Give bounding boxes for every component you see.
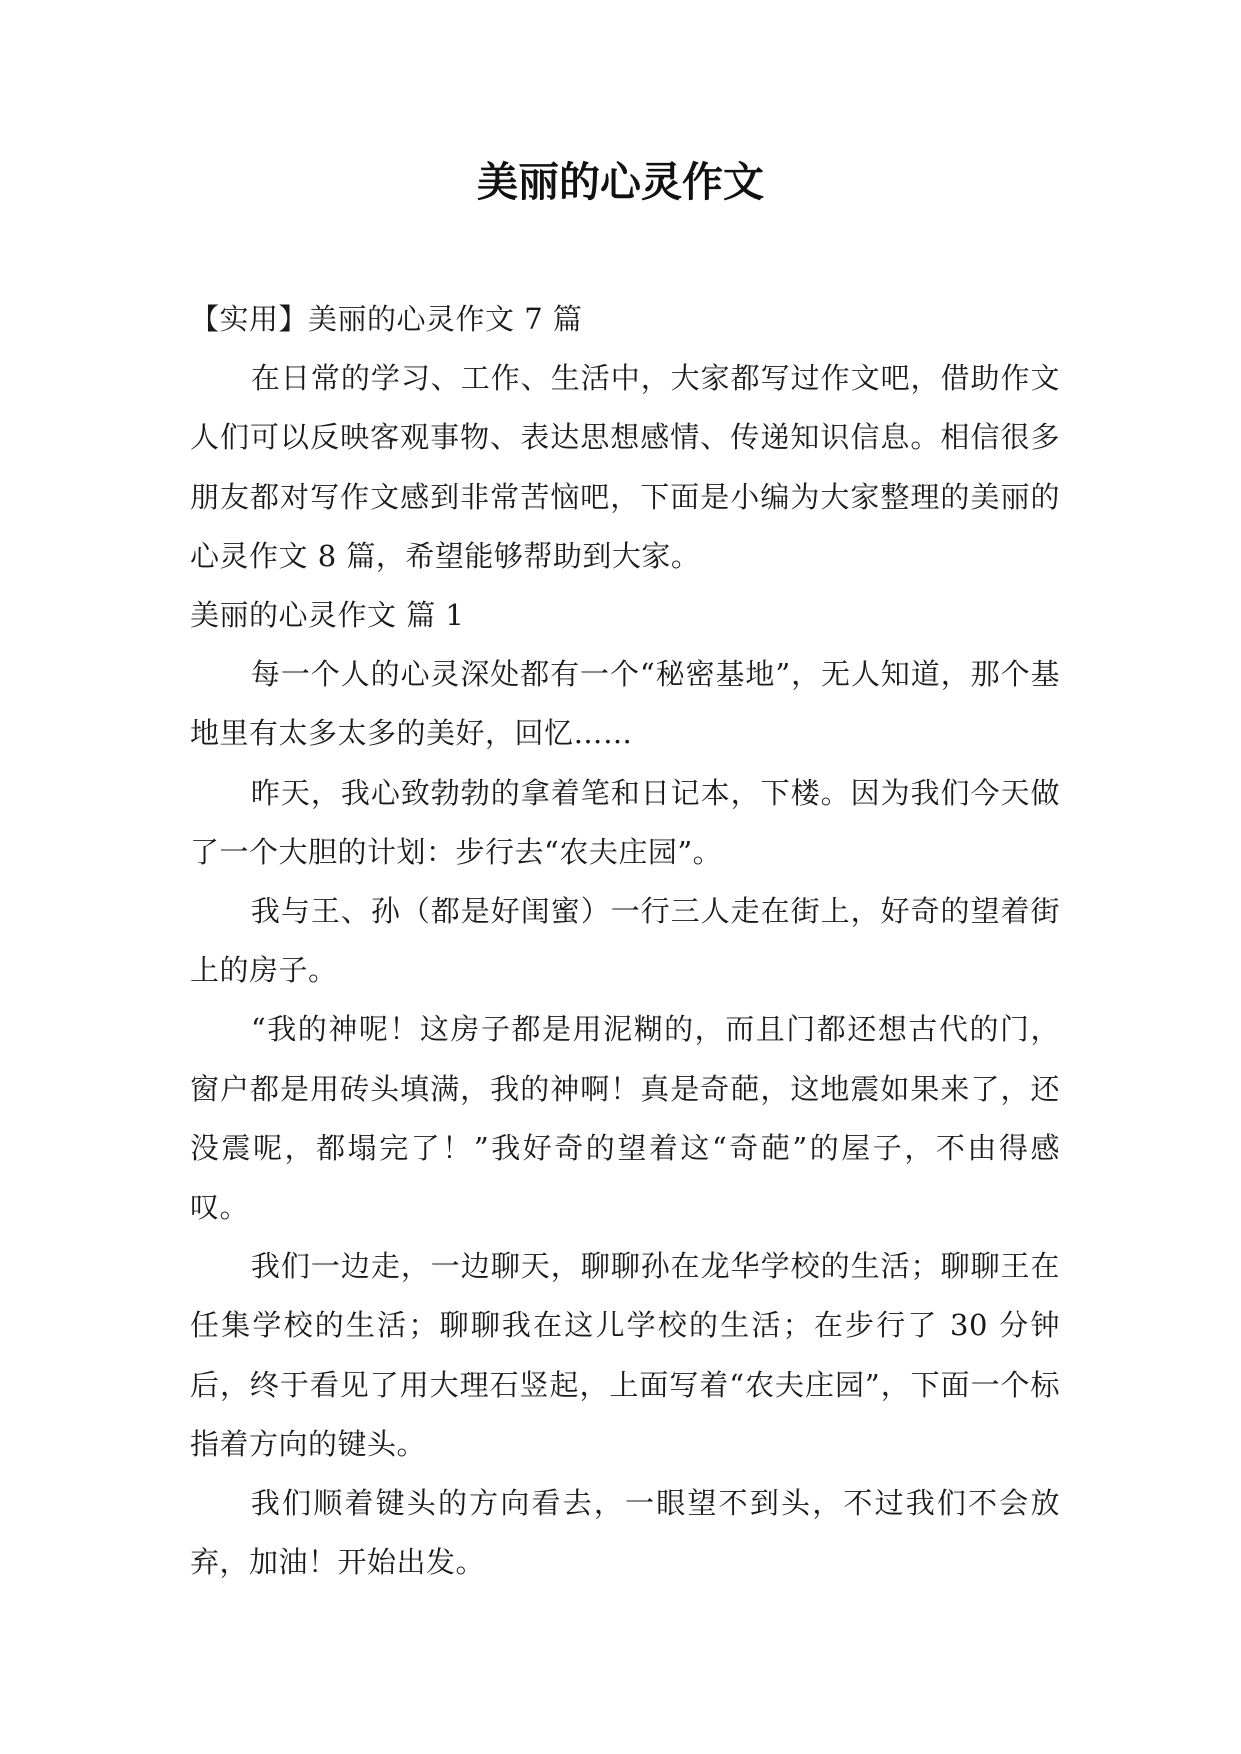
body-paragraph: 我们一边走，一边聊天，聊聊孙在龙华学校的生活；聊聊王在任集学校的生活；聊聊我在这儿学校的生活；在步行了 30 分钟后，终于看见了用大理石竖起，上面写着“农夫庄园”，下面一个标指着方向的键头。 xyxy=(190,1249,1060,1461)
body-paragraph: 昨天，我心致勃勃的拿着笔和日记本，下楼。因为我们今天做了一个大胆的计划：步行去“农夫庄园”。 xyxy=(190,775,1060,869)
document-body xyxy=(190,290,1060,1592)
body-paragraph: “我的神呢！这房子都是用泥糊的，而且门都还想古代的门，窗户都是用砖头填满，我的神啊！真是奇葩，这地震如果来了，还没震呢，都塌完了！”我好奇的望着这“奇葩”的屋子，不由得感叹。 xyxy=(190,1012,1060,1225)
body-paragraph: 每一个人的心灵深处都有一个“秘密基地”，无人知道，那个基地里有太多太多的美好，回忆…… xyxy=(190,657,1060,751)
document-subtitle: 【实用】美丽的心灵作文 7 篇 xyxy=(190,302,583,336)
body-paragraph: 我与王、孙（都是好闺蜜）一行三人走在街上，好奇的望着街上的房子。 xyxy=(190,894,1060,988)
document-title: 美丽的心灵作文 xyxy=(477,158,764,206)
body-paragraph: 我们顺着键头的方向看去，一眼望不到头，不过我们不会放弃，加油！开始出发。 xyxy=(190,1486,1060,1580)
intro-paragraph: 在日常的学习、工作、生活中，大家都写过作文吧，借助作文人们可以反映客观事物、表达思想感情、传递知识信息。相信很多朋友都对写作文感到非常苦恼吧，下面是小编为大家整理的美丽的心灵作文 8 篇，希望能够帮助到大家。 xyxy=(190,361,1060,573)
section-heading: 美丽的心灵作文 篇 1 xyxy=(190,598,465,633)
